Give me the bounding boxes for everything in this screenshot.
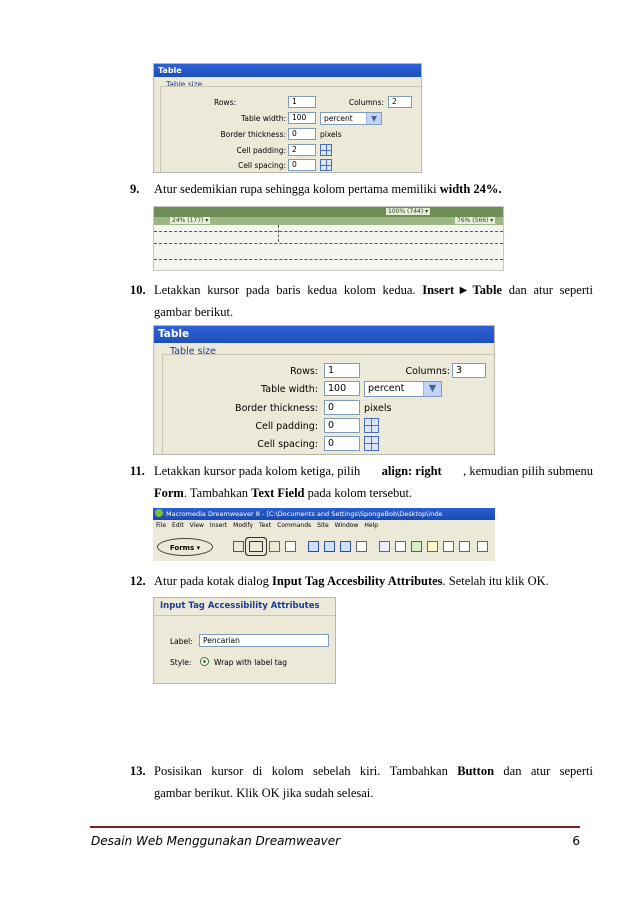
chevron-down-icon[interactable]: ▼	[366, 113, 381, 124]
word: Tambahkan	[389, 764, 448, 778]
chevron-down-icon[interactable]: ▼	[423, 382, 441, 396]
dialog-title: Table	[154, 326, 494, 343]
step-bold: width 24%.	[439, 182, 502, 196]
table-dialog-screenshot-2	[153, 325, 495, 455]
input-tag-accessibility-dialog-screenshot	[153, 597, 336, 684]
textarea-icon[interactable]	[285, 541, 296, 552]
align-right-option: align: right	[381, 464, 442, 478]
word: kolom	[271, 764, 304, 778]
columns-input[interactable]: 2	[388, 96, 412, 108]
menu-edit[interactable]: Edit	[172, 522, 184, 529]
spry-icon[interactable]	[477, 541, 488, 552]
step-text: . Tambahkan	[183, 486, 252, 500]
cell-padding-icon	[320, 144, 332, 156]
menu-window[interactable]: Window	[334, 522, 359, 529]
group-label: Table size	[166, 80, 203, 89]
columns-input[interactable]: 3	[452, 363, 486, 378]
table-width-input[interactable]: 100	[324, 381, 360, 396]
word: pada	[245, 283, 270, 297]
menu-file[interactable]: File	[156, 522, 167, 529]
cell-spacing-icon	[320, 159, 332, 171]
cell-spacing-label: Cell spacing:	[257, 439, 318, 450]
rows-label: Rows:	[213, 98, 236, 107]
label-label: Label:	[170, 637, 193, 646]
cell-padding-label: Cell padding:	[255, 421, 318, 432]
step-10	[130, 282, 593, 322]
table-width-ruler-screenshot	[153, 206, 504, 271]
width-unit-value: percent	[368, 383, 405, 394]
list-menu-icon[interactable]	[356, 541, 367, 552]
word: kedua	[307, 283, 338, 297]
form-icon[interactable]	[233, 541, 244, 552]
form-submenu: Form	[154, 486, 184, 500]
border-unit: pixels	[320, 130, 342, 139]
radio-group-icon[interactable]	[340, 541, 351, 552]
word: atur	[530, 764, 551, 778]
menu-modify[interactable]: Modify	[233, 522, 254, 529]
menu-view[interactable]: View	[189, 522, 204, 529]
fieldset-icon[interactable]	[459, 541, 470, 552]
word: seperti	[559, 764, 593, 778]
step-13	[130, 763, 593, 803]
dreamweaver-toolbar-screenshot	[153, 508, 495, 561]
width-unit-select[interactable]	[364, 381, 442, 397]
cell-spacing-icon	[364, 436, 379, 451]
step-number: 12.	[130, 574, 146, 588]
border-label: Border thickness:	[220, 130, 286, 139]
group-label: Table size	[170, 346, 217, 357]
word: dan	[503, 764, 522, 778]
step-text: Atur sedemikian rupa sehingga kolom pertama memiliki	[154, 182, 440, 196]
word: dan	[508, 283, 527, 297]
menu-site[interactable]: Site	[317, 522, 329, 529]
columns-label: Columns:	[405, 366, 450, 377]
menu-insert[interactable]: Insert	[209, 522, 228, 529]
menu-text[interactable]: Text	[259, 522, 272, 529]
dialog-title: Input Tag Accessibility Attributes	[154, 598, 335, 616]
dreamweaver-logo-icon	[155, 509, 163, 517]
word: kursor	[207, 283, 240, 297]
insert-bar-icons	[233, 540, 495, 554]
width-unit-select[interactable]	[320, 112, 382, 125]
word: atur	[533, 283, 553, 297]
step-text: Atur pada kotak dialog	[154, 574, 273, 588]
label-input[interactable]: Pencarian	[199, 634, 329, 647]
cell-spacing-label: Cell spacing:	[238, 161, 286, 170]
step-text: . Setelah itu klik OK.	[442, 574, 549, 588]
columns-label: Columns:	[348, 98, 384, 107]
step-text: , kemudian pilih submenu	[463, 464, 593, 478]
step-text-line2: gambar berikut.	[154, 305, 234, 319]
label-icon[interactable]	[443, 541, 454, 552]
cell-padding-input[interactable]: 2	[288, 144, 316, 156]
button-icon[interactable]	[427, 541, 438, 552]
hidden-field-icon[interactable]	[269, 541, 280, 552]
page-number: 6	[572, 834, 580, 848]
insert-table-command: Insert ► Table	[422, 283, 502, 297]
window-titlebar	[153, 508, 495, 520]
step-number: 11.	[130, 464, 145, 478]
step-number: 9.	[130, 182, 140, 196]
border-input[interactable]: 0	[324, 400, 360, 415]
table-width-label: Table width:	[261, 384, 318, 395]
step-text: pada kolom tersebut.	[304, 486, 413, 500]
word: Posisikan	[154, 764, 202, 778]
step-11	[130, 463, 593, 503]
footer-title: Desain Web Menggunakan Dreamweaver	[91, 834, 341, 848]
rows-input[interactable]: 1	[324, 363, 360, 378]
word: di	[252, 764, 263, 778]
forms-tab[interactable]: Forms ▾	[157, 538, 213, 556]
table-width-label: Table width:	[241, 114, 286, 123]
ruler-total-label: 100% (744) ▾	[388, 208, 429, 215]
width-unit-value: percent	[324, 114, 353, 123]
word: kedua.	[382, 283, 416, 297]
cell-padding-icon	[364, 418, 379, 433]
step-number: 13.	[130, 764, 146, 778]
ruler-col1-label: 24% (177) ▾	[172, 217, 209, 224]
word: baris	[276, 283, 301, 297]
menu-commands[interactable]: Commands	[277, 522, 312, 529]
rows-input[interactable]: 1	[288, 96, 316, 108]
cell-padding-label: Cell padding:	[236, 146, 286, 155]
word: sebelah	[313, 764, 351, 778]
radio-selected-icon[interactable]	[200, 657, 209, 666]
text-field-item: Text Field	[251, 486, 305, 500]
word: kolom	[343, 283, 376, 297]
footer-rule	[90, 826, 580, 828]
step-number: 10.	[130, 283, 146, 297]
step-text: Letakkan kursor pada kolom ketiga, pilih	[154, 464, 361, 478]
style-label: Style:	[170, 658, 192, 667]
step-text-line2: gambar berikut. Klik OK jika sudah selesai.	[154, 786, 374, 800]
button-item: Button	[457, 764, 495, 778]
wrap-with-label-option: Wrap with label tag	[214, 658, 288, 667]
cell-spacing-input[interactable]: 0	[288, 159, 316, 171]
cell-spacing-input[interactable]: 0	[324, 436, 360, 451]
checkbox-icon[interactable]	[308, 541, 319, 552]
border-label: Border thickness:	[235, 403, 318, 414]
menu-bar	[153, 520, 495, 531]
file-field-icon[interactable]	[411, 541, 422, 552]
rows-label: Rows:	[290, 366, 318, 377]
ruler-col2-label: 76% (566) ▾	[457, 217, 494, 224]
window-title: Macromedia Dreamweaver 8 - [C:\Documents and Settings\SpongeBob\Desktop\inde	[166, 510, 443, 518]
border-unit: pixels	[364, 403, 392, 414]
word: kiri.	[359, 764, 381, 778]
table-width-input[interactable]: 100	[288, 112, 316, 124]
word: seperti	[559, 283, 593, 297]
text-field-icon[interactable]	[249, 541, 263, 552]
word: Letakkan	[154, 283, 201, 297]
jump-menu-icon[interactable]	[379, 541, 390, 552]
image-field-icon[interactable]	[395, 541, 406, 552]
word: kursor	[211, 764, 244, 778]
radio-button-icon[interactable]	[324, 541, 335, 552]
dialog-title: Table	[154, 64, 421, 77]
dialog-name: Input Tag Accesbility Attributes	[272, 574, 443, 588]
border-input[interactable]: 0	[288, 128, 316, 140]
cell-padding-input[interactable]: 0	[324, 418, 360, 433]
menu-help[interactable]: Help	[364, 522, 379, 529]
table-dialog-screenshot-1	[153, 63, 422, 173]
